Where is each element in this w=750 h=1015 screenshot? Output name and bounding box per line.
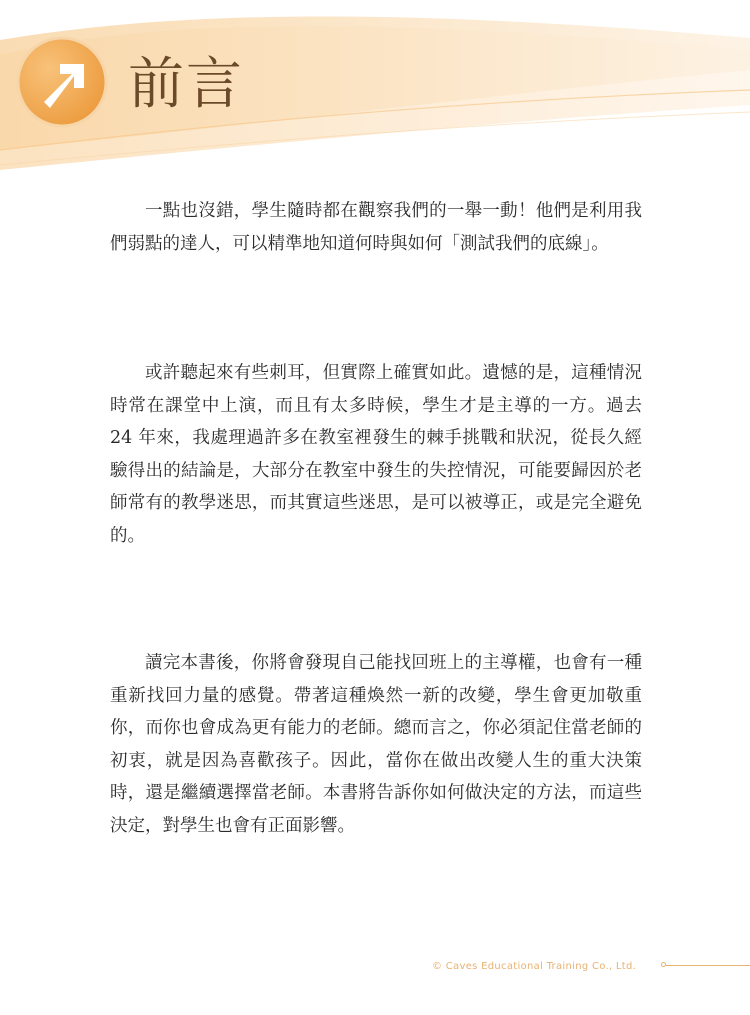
arrow-up-right-icon (14, 34, 110, 130)
header-decoration (0, 0, 750, 190)
footer (432, 958, 636, 974)
page-title: 前言 (128, 52, 244, 117)
footer-rule (665, 965, 750, 966)
paragraph-3: 讀完本書後，你將會發現自己能找回班上的主導權，也會有一種重新找回力量的感覺。帶著這種煥然一新的改變，學生會更加敬重你，而你也會成為更有能力的老師。總而言之，你必須記住當老師的初衷，就是因為喜歡孩子。因此，當你在做出改變人生的重大決策時，還是繼續選擇當老師。本書將告訴你如何做決定的方法，而這些決定，對學生也會有正面影響。 (110, 653, 642, 836)
paragraph-1: 一點也沒錯，學生隨時都在觀察我們的一舉一動！他們是利用我們弱點的達人，可以精準地知道何時與如何「測試我們的底線」。 (110, 201, 642, 254)
publisher-credit: © Caves Educational Training Co., Ltd. (432, 960, 637, 972)
paragraph-2: 或許聽起來有些刺耳，但實際上確實如此。遺憾的是，這種情況時常在課堂中上演，而且有太多時候，學生才是主導的一方。過去 24 年來，我處理過許多在教室裡發生的棘手挑戰和狀況，從長久經驗得出的結論是，大部分在教室中發生的失控情況，可能要歸因於老師常有的教學迷思，而其實這些迷思，是可以被導正，或是完全避免的。 (110, 363, 642, 546)
body-text (110, 195, 642, 842)
